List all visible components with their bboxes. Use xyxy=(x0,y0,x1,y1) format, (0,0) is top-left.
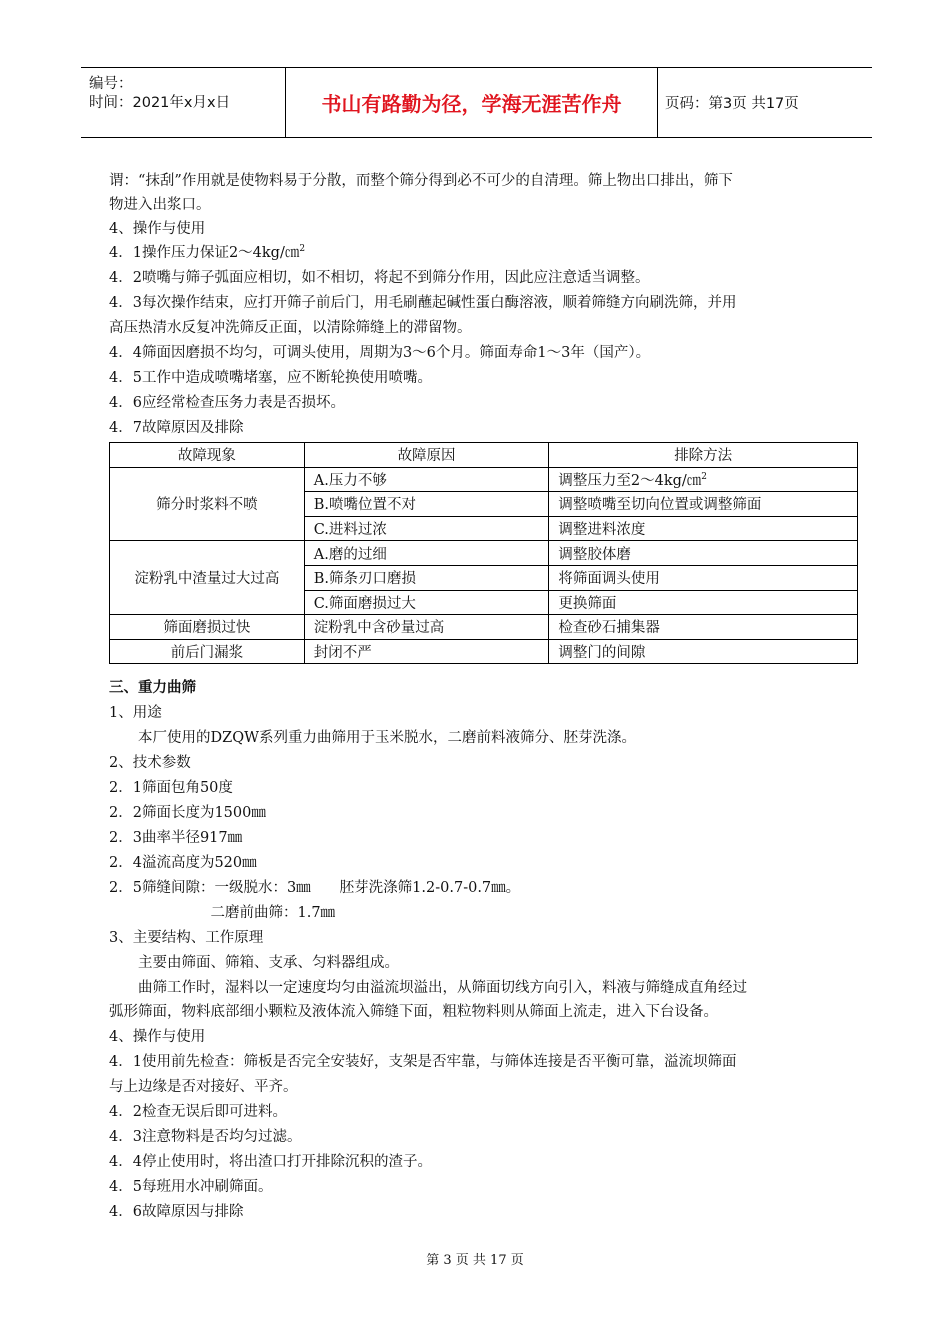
symptom-cell: 筛分时浆料不喷 xyxy=(110,467,305,541)
text-line: 2．4溢流高度为520㎜ xyxy=(109,855,257,871)
text-line: 4、操作与使用 xyxy=(109,1029,206,1045)
text-line: 1、用途 xyxy=(109,705,162,721)
section-title: 三、重力曲筛 xyxy=(109,680,196,696)
text-line: 与上边缘是否对接好、平齐。 xyxy=(109,1079,298,1095)
text-line: 4．2喷嘴与筛子弧面应相切，如不相切，将起不到筛分作用，因此应注意适当调整。 xyxy=(109,270,650,286)
fix-cell: 调整喷嘴至切向位置或调整筛面 xyxy=(549,492,858,517)
text-line: 3、主要结构、工作原理 xyxy=(109,930,264,946)
text-line: 2．2筛面长度为1500㎜ xyxy=(109,805,266,821)
cause-cell: A.磨的过细 xyxy=(304,541,549,566)
table-header-cell: 故障现象 xyxy=(110,443,305,468)
cause-cell: 淀粉乳中含砂量过高 xyxy=(304,615,549,640)
fix-cell: 更换筛面 xyxy=(549,590,858,615)
cause-cell: B.喷嘴位置不对 xyxy=(304,492,549,517)
fix-cell: 将筛面调头使用 xyxy=(549,565,858,590)
table-header-row xyxy=(110,443,858,468)
text-line: 物进入出浆口。 xyxy=(109,197,211,213)
fault-table xyxy=(109,442,858,664)
table-row xyxy=(110,541,858,566)
cause-cell: 封闭不严 xyxy=(304,639,549,664)
text-line: 4．5每班用水冲刷筛面。 xyxy=(109,1179,273,1195)
cause-cell: C.进料过浓 xyxy=(304,516,549,541)
text-line: 4．1操作压力保证2～4kg/㎝$^2$ xyxy=(109,244,306,261)
text-line: 4．2检查无误后即可进料。 xyxy=(109,1104,287,1120)
table-row xyxy=(110,467,858,492)
text-line: 2．5筛缝间隙：一级脱水：3㎜ 胚芽洗涤筛1.2-0.7-0.7㎜。 xyxy=(109,880,521,896)
table-row xyxy=(110,639,858,664)
symptom-cell: 前后门漏浆 xyxy=(110,639,305,664)
fix-cell: 调整门的间隙 xyxy=(549,639,858,664)
text-line: 4．1使用前先检查：筛板是否完全安装好，支架是否牢靠，与筛体连接是否平衡可靠，溢流坝筛面 xyxy=(109,1054,737,1070)
text-line: 2、技术参数 xyxy=(109,755,191,771)
table-header-cell: 故障原因 xyxy=(304,443,549,468)
text-line: 高压热清水反复冲洗筛反正面，以清除筛缝上的滞留物。 xyxy=(109,320,472,336)
fix-cell: 调整进料浓度 xyxy=(549,516,858,541)
page-footer: 第 3 页 共 17 页 xyxy=(426,1253,524,1268)
cause-cell: B.筛条刃口磨损 xyxy=(304,565,549,590)
table-row xyxy=(110,615,858,640)
symptom-cell: 筛面磨损过快 xyxy=(110,615,305,640)
page-header xyxy=(81,67,872,138)
symptom-cell: 淀粉乳中渣量过大过高 xyxy=(110,541,305,615)
fix-cell: 调整胶体磨 xyxy=(549,541,858,566)
text-line: 4．6故障原因与排除 xyxy=(109,1204,244,1220)
header-motto: 书山有路勤为径，学海无涯苦作舟 xyxy=(285,68,658,137)
fix-cell: 检查砂石捕集器 xyxy=(549,615,858,640)
text-line: 4．3注意物料是否均匀过滤。 xyxy=(109,1129,302,1145)
text-line: 谓：“抹刮”作用就是使物料易于分散，而整个筛分得到必不可少的自清理。筛上物出口排出，筛下 xyxy=(109,173,733,189)
text-line: 曲筛工作时，湿料以一定速度均匀由溢流坝溢出，从筛面切线方向引入，料液与筛缝成直角经过 xyxy=(109,980,747,996)
text-line: 二磨前曲筛：1.7㎜ xyxy=(109,905,336,921)
cause-cell: C.筛面磨损过大 xyxy=(304,590,549,615)
section-heading: 4、操作与使用 xyxy=(109,221,206,237)
text-line: 4．6应经常检查压务力表是否损坏。 xyxy=(109,395,345,411)
number-label: 编号： xyxy=(89,76,133,92)
text-line: 本厂使用的DZQW系列重力曲筛用于玉米脱水，二磨前料液筛分、胚芽洗涤。 xyxy=(109,730,636,746)
fix-cell: 调整压力至2～4kg/㎝$^2$ xyxy=(549,467,858,492)
text-line: 4．4筛面因磨损不均匀，可调头使用，周期为3～6个月。筛面寿命1～3年（国产）。 xyxy=(109,345,651,361)
header-page-label: 页码：第3页 共17页 xyxy=(665,96,799,112)
text-line: 2．3曲率半径917㎜ xyxy=(109,830,243,846)
text-line: 4．7故障原因及排除 xyxy=(109,420,244,436)
header-meta xyxy=(81,68,285,137)
text-line: 弧形筛面，物料底部细小颗粒及液体流入筛缝下面，粗粒物料则从筛面上流走，进入下台设备。 xyxy=(109,1004,718,1020)
text-line: 主要由筛面、筛箱、支承、匀料器组成。 xyxy=(109,955,399,971)
text-line: 4．4停止使用时，将出渣口打开排除沉积的渣子。 xyxy=(109,1154,432,1170)
text-line: 2．1筛面包角50度 xyxy=(109,780,233,796)
time-label: 时间：2021年x月x日 xyxy=(89,95,231,111)
table-header-cell: 排除方法 xyxy=(549,443,858,468)
text-line: 4．3每次操作结束，应打开筛子前后门，用毛刷蘸起碱性蛋白酶溶液，顺着筛缝方向刷洗筛，并用 xyxy=(109,295,737,311)
cause-cell: A.压力不够 xyxy=(304,467,549,492)
text-line: 4．5工作中造成喷嘴堵塞，应不断轮换使用喷嘴。 xyxy=(109,370,432,386)
